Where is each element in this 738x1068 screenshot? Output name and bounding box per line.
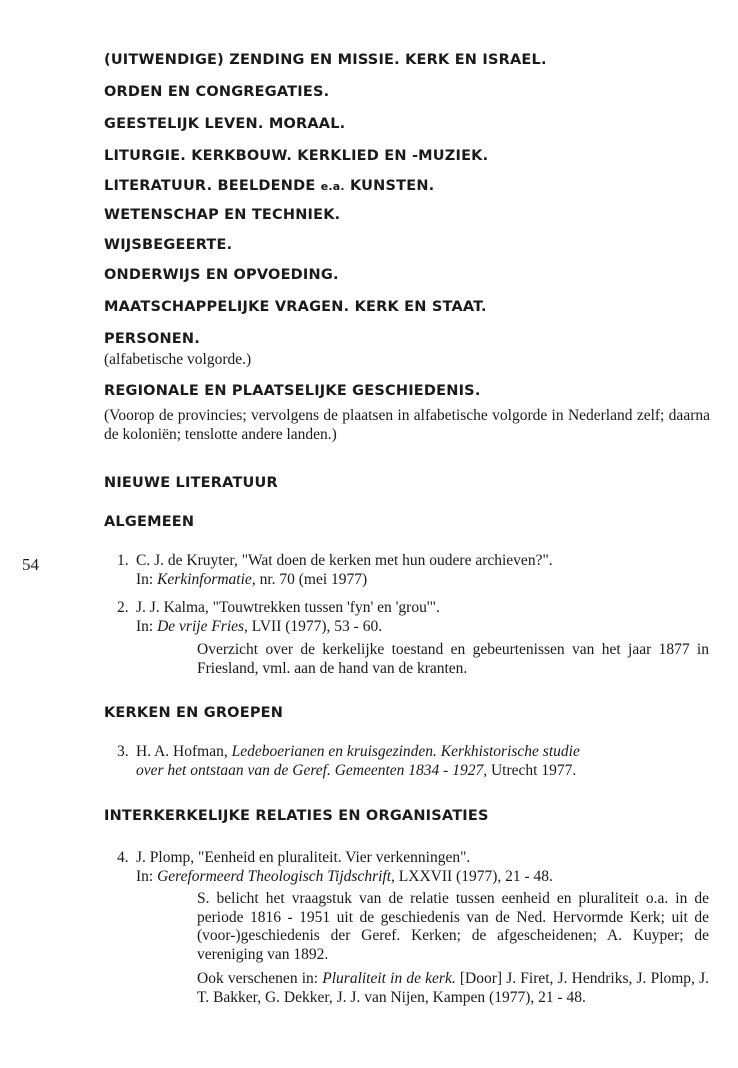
also-details: [Door] J. Firet, J. Hendriks, J. Plomp, J. T. Bakker, G. Dekker, J. J. van Nijen, Kampen (1977), 21 - 48. [197, 970, 710, 1006]
toc-personen-note: (alfabetische volgorde.) [104, 351, 252, 368]
source-details: , LVII (1977), 53 - 60. [244, 618, 383, 635]
toc-literatuur-a: LITERATUUR. BEELDENDE [104, 178, 316, 194]
heading-algemeen: ALGEMEEN [104, 514, 195, 530]
entry-source [136, 571, 367, 590]
bib-entry-3 [0, 743, 738, 783]
toc-wetenschap: WETENSCHAP EN TECHNIEK. [104, 207, 341, 223]
entry-number: 1. [117, 552, 129, 569]
toc-orden: ORDEN EN CONGREGATIES. [104, 84, 330, 100]
toc-literatuur-b: e.a. [320, 180, 345, 193]
source-title: De vrije Fries [157, 618, 245, 635]
entry-citation: J. Plomp, "Eenheid en pluraliteit. Vier verkenningen". [136, 849, 471, 866]
entry-title-b: over het ontstaan van de Geref. Gemeenten 1834 - 1927 [136, 762, 484, 779]
toc-literatuur [104, 178, 434, 194]
entry-title-a: Ledeboerianen en kruisgezinden. Kerkhistorische studie [231, 743, 580, 760]
also-prefix: Ook verschenen in: [197, 970, 323, 987]
also-title: Pluraliteit in de kerk. [322, 970, 456, 987]
bib-entry-1 [0, 552, 738, 592]
toc-personen: PERSONEN. [104, 331, 200, 347]
toc-literatuur-c: KUNSTEN. [350, 178, 435, 194]
source-title: Kerkinformatie [157, 571, 252, 588]
toc-liturgie: LITURGIE. KERKBOUW. KERKLIED EN -MUZIEK. [104, 148, 489, 164]
heading-kerken-en-groepen: KERKEN EN GROEPEN [104, 705, 284, 721]
source-prefix: In: [136, 571, 158, 588]
entry-2-annotation: Overzicht over de kerkelijke toestand en gebeurtenissen van het jaar 1877 in Friesland, vml. aan de hand van de kranten. [197, 641, 709, 677]
toc-geestelijk: GEESTELIJK LEVEN. MORAAL. [104, 116, 346, 132]
source-prefix: In: [136, 618, 158, 635]
entry-number: 4. [117, 849, 129, 866]
toc-wijsbegeerte: WIJSBEGEERTE. [104, 237, 233, 253]
entry-citation [136, 743, 580, 762]
source-details: , nr. 70 (mei 1977) [251, 571, 368, 588]
entry-details: , Utrecht 1977. [483, 762, 577, 779]
source-details: , LXXVII (1977), 21 - 48. [391, 868, 553, 885]
page-number: 54 [22, 555, 39, 574]
entry-4-also-published [197, 970, 709, 1007]
toc-onderwijs: ONDERWIJS EN OPVOEDING. [104, 267, 339, 283]
entry-source [136, 868, 553, 887]
entry-number: 2. [117, 599, 129, 616]
entry-author: H. A. Hofman, [136, 743, 232, 760]
source-title: Gereformeerd Theologisch Tijdschrift [157, 868, 392, 885]
entry-number: 3. [117, 743, 129, 760]
toc-maatschappelijk: MAATSCHAPPELIJKE VRAGEN. KERK EN STAAT. [104, 299, 487, 315]
entry-source [136, 618, 382, 637]
entry-citation: C. J. de Kruyter, "Wat doen de kerken met hun oudere archieven?". [136, 552, 553, 569]
entry-citation: J. J. Kalma, "Touwtrekken tussen 'fyn' en 'grou'". [136, 599, 440, 616]
entry-4-annotation: S. belicht het vraagstuk van de relatie tussen eenheid en pluraliteit o.a. in de periode 1816 - 1951 uit de geschiedenis van de Ned. Hervormde Kerk; uit de (voor-)geschiedenis der Geref. Kerken; de afgescheidenen; A. Kuyper; de vereniging van 1892. [197, 890, 709, 963]
bib-entry-2 [0, 599, 738, 639]
heading-interkerkelijke-relaties: INTERKERKELIJKE RELATIES EN ORGANISATIES [104, 808, 489, 824]
toc-zending: (UITWENDIGE) ZENDING EN MISSIE. KERK EN ISRAEL. [104, 52, 547, 68]
heading-nieuwe-literatuur: NIEUWE LITERATUUR [104, 475, 278, 491]
bib-entry-4 [0, 849, 738, 889]
toc-regionale: REGIONALE EN PLAATSELIJKE GESCHIEDENIS. [104, 383, 481, 399]
source-prefix: In: [136, 868, 158, 885]
toc-regionale-note: (Voorop de provincies; vervolgens de plaatsen in alfabetische volgorde in Nederland zelf; daarna de koloniën; tenslotte andere landen.) [104, 407, 710, 443]
entry-citation-cont [136, 762, 576, 781]
